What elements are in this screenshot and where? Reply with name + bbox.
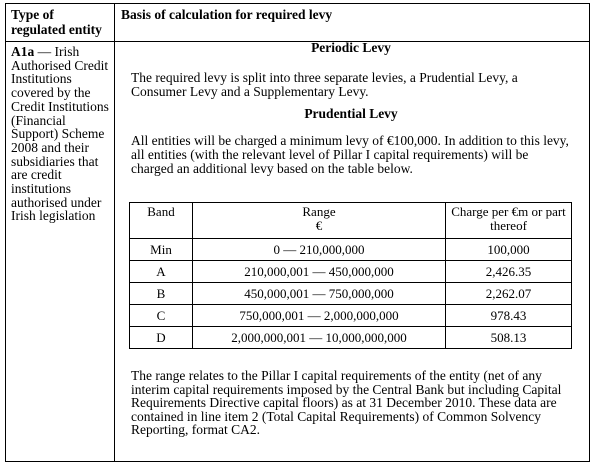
cell-charge: 100,000 bbox=[446, 239, 572, 261]
table-header-row bbox=[130, 203, 572, 239]
charge-header: Charge per €m or part thereof bbox=[446, 203, 572, 239]
cell-band: B bbox=[130, 283, 193, 305]
cell-range: 210,000,001 — 450,000,000 bbox=[193, 261, 446, 283]
prudential-levy-title: Prudential Levy bbox=[304, 106, 398, 121]
entity-code: A1a bbox=[11, 44, 35, 59]
cell-range: 2,000,000,001 — 10,000,000,000 bbox=[193, 327, 446, 349]
cell-charge: 2,426.35 bbox=[446, 261, 572, 283]
table-row bbox=[130, 261, 572, 283]
cell-charge: 2,262.07 bbox=[446, 283, 572, 305]
table-row bbox=[130, 327, 572, 349]
cell-band: Min bbox=[130, 239, 193, 261]
levy-band-table bbox=[129, 202, 572, 349]
header-entity-type: Type of regulated entity bbox=[11, 7, 102, 37]
cell-charge: 508.13 bbox=[446, 327, 572, 349]
column-divider bbox=[114, 4, 115, 461]
cell-charge: 978.43 bbox=[446, 305, 572, 327]
range-header-label: Range bbox=[302, 204, 336, 219]
table-row bbox=[130, 283, 572, 305]
table-row bbox=[130, 305, 572, 327]
entity-text: — Irish Authorised Credit Institutions covered by the Credit Institutions (Financial Support) Scheme 2008 and their subsidiaries that are credit institutions authorised under Irish legislation bbox=[11, 44, 109, 224]
range-header-unit: € bbox=[315, 218, 323, 233]
levy-content bbox=[131, 41, 571, 176]
entity-description bbox=[11, 45, 111, 223]
table-row bbox=[130, 239, 572, 261]
prudential-levy-text: All entities will be charged a minimum levy of €100,000. In addition to this levy, all entities (with the relevant level of Pillar I capital requirements) will be charged an additional levy based on the table below. bbox=[131, 133, 569, 176]
band-header: Band bbox=[130, 203, 193, 239]
cell-band: A bbox=[130, 261, 193, 283]
periodic-levy-text: The required levy is split into three separate levies, a Prudential Levy, a Consumer Levy and a Supplementary Levy. bbox=[131, 70, 518, 99]
cell-band: D bbox=[130, 327, 193, 349]
periodic-levy-title: Periodic Levy bbox=[311, 40, 391, 55]
range-explanation-text: The range relates to the Pillar I capital requirements of the entity (net of any interim capital requirements imposed by the Central Bank but including Capital Requirements Directive capital floors) as at 31 December 2010. These data are contained in line item 2 (Total Capital Requirements) of Common Solvency Reporting, format CA2. bbox=[131, 368, 562, 438]
cell-band: C bbox=[130, 305, 193, 327]
cell-range: 750,000,001 — 2,000,000,000 bbox=[193, 305, 446, 327]
range-header bbox=[193, 203, 446, 239]
header-basis: Basis of calculation for required levy bbox=[121, 7, 333, 22]
cell-range: 450,000,001 — 750,000,000 bbox=[193, 283, 446, 305]
cell-range: 0 — 210,000,000 bbox=[193, 239, 446, 261]
